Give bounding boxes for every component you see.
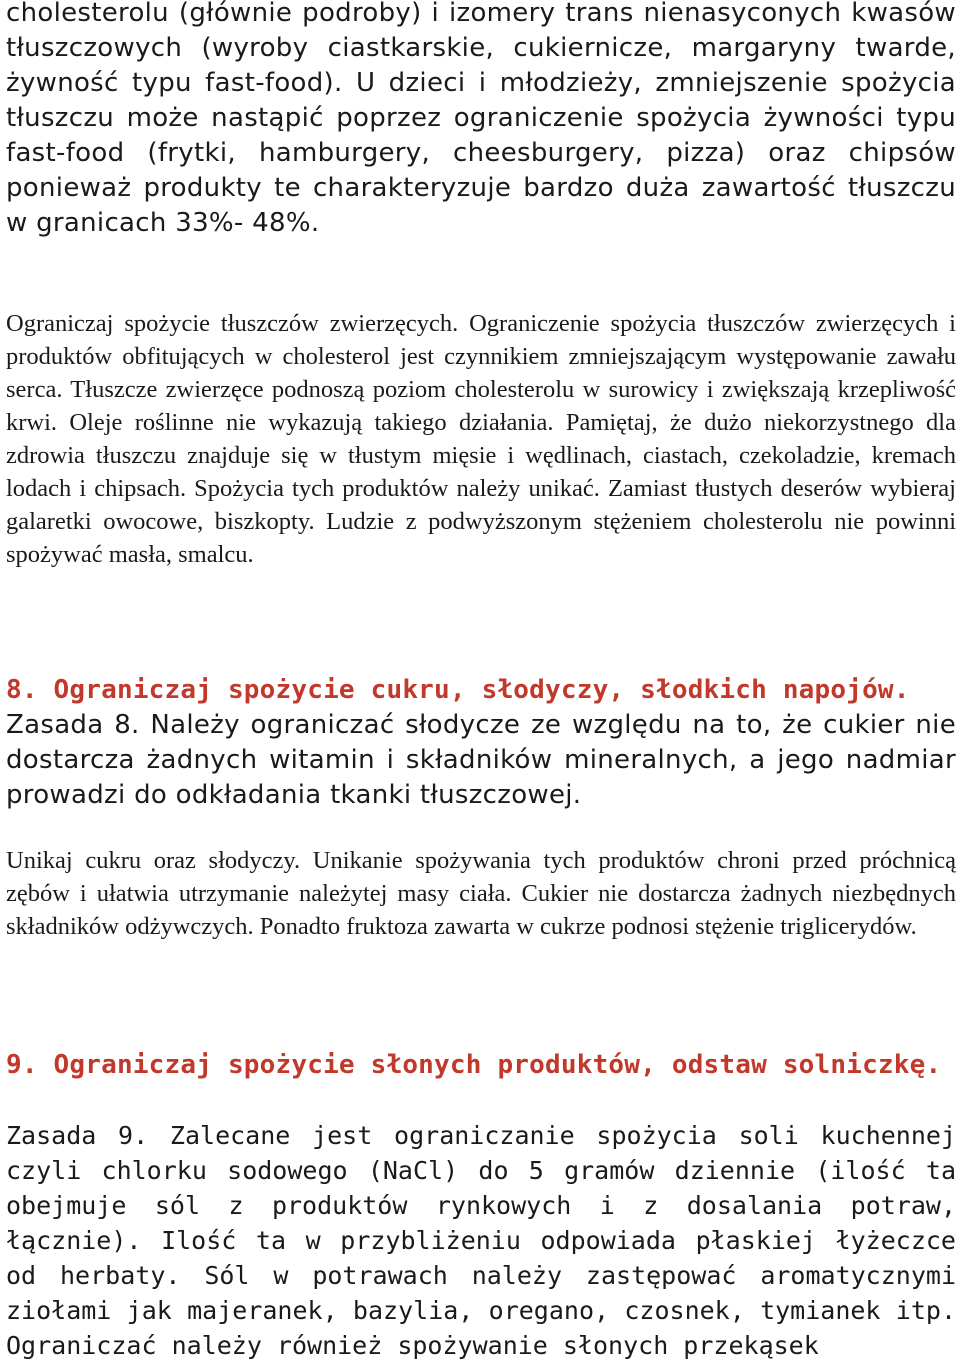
paragraph-fat-intake: cholesterolu (głównie podroby) i izomery trans nienasyconych kwasów tłuszczowych (wyroby ciastkarskie, cukiernicze, margaryny twarde, żywność typu fast-food). U dzieci i młodzieży, zmniejszenie spożycia tłuszczu może nastąpić poprzez ograniczenie spożycia żywności typu fast-food (frytki, hamburgery, cheesburgery, pizza) oraz chipsów ponieważ produkty te charakteryzuje bardzo duża zawartość tłuszczu w granicach 33%- 48%.: [6, 0, 956, 238]
rule-8-text: Zasada 8. Należy ograniczać słodycze ze względu na to, że cukier nie dostarcza żadnych witamin i składników mineralnych, a jego nadmiar prowadzi do odkładania tkanki tłuszczowej.: [6, 710, 956, 810]
paragraph-sugar: Unikaj cukru oraz słodyczy. Unikanie spożywania tych produktów chroni przed próchnicą zębów i ułatwia utrzymanie należytej masy ciała. Cukier nie dostarcza żadnych niezbędnych składników odżywczych. Ponadto fruktoza zawarta w cukrze podnosi stężenie triglicerydów.: [6, 847, 956, 940]
section-heading-8: 8. Ograniczaj spożycie cukru, słodyczy, słodkich napojów.: [6, 675, 910, 705]
rule-9-text: Zasada 9. Zalecane jest ograniczanie spożycia soli kuchennej czyli chlorku sodowego (NaCl) do 5 gramów dziennie (ilość ta obejmuje sól z produktów rynkowych i z dosalania potraw, łącznie). Ilość ta w przybliżeniu odpowiada płaskiej łyżeczce od herbaty. Sól w potrawach należy zastępować aromatycznymi ziołami jak majeranek, bazylia, oregano, czosnek, tymianek itp. Ograniczać należy również spożywanie słonych przekąsek: [6, 1121, 956, 1360]
section-heading-9: 9. Ograniczaj spożycie słonych produktów, odstaw solniczkę.: [6, 1050, 942, 1080]
paragraph-animal-fats: Ograniczaj spożycie tłuszczów zwierzęcych. Ograniczenie spożycia tłuszczów zwierzęcych i produktów obfitujących w cholesterol jest czynnikiem zmniejszającym występowanie zawału serca. Tłuszcze zwierzęce podnoszą poziom cholesterolu w surowicy i zwiększają krzepliwość krwi. Oleje roślinne nie wykazują takiego działania. Pamiętaj, że dużo niekorzystnego dla zdrowia tłuszczu znajduje się w tłustym mięsie i wędlinach, ciastach, czekoladzie, kremach lodach i chipsach. Spożycia tych produktów należy unikać. Zamiast tłustych deserów wybieraj galaretki owocowe, biszkopty. Ludzie z podwyższonym stężeniem cholesterolu nie powinni spożywać masła, smalcu.: [6, 310, 956, 568]
